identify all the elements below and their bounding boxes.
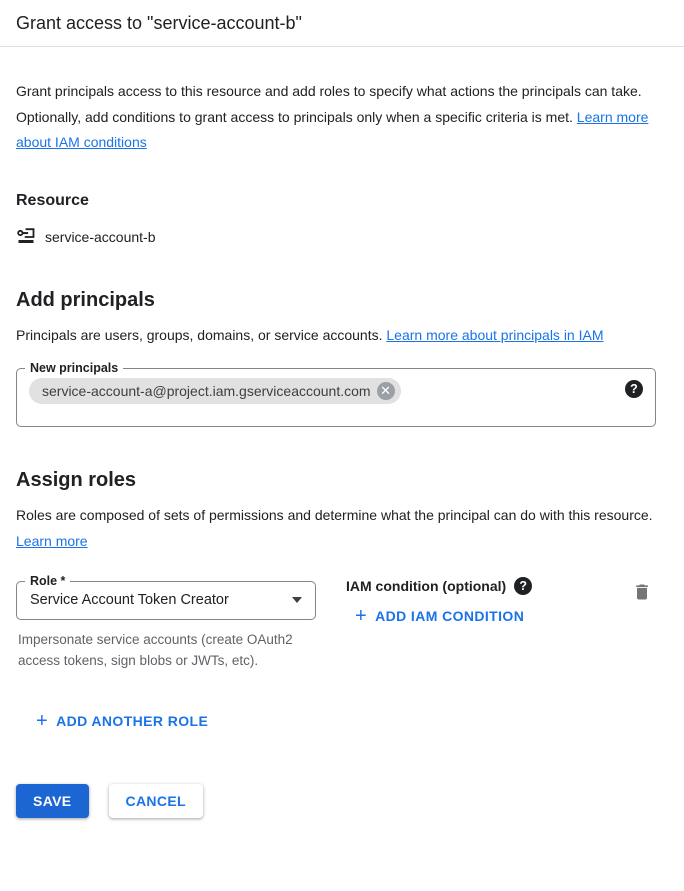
trash-icon — [632, 590, 652, 605]
add-iam-condition-label: ADD IAM CONDITION — [375, 608, 525, 624]
dialog-title: Grant access to "service-account-b" — [16, 13, 302, 33]
service-account-icon — [16, 227, 36, 247]
role-assignment-row — [16, 574, 668, 671]
dialog-body — [0, 79, 684, 835]
principals-iam-link[interactable]: Learn more about principals in IAM — [386, 326, 604, 343]
iam-condition-label: IAM condition (optional) — [346, 578, 507, 594]
resource-heading: Resource — [16, 191, 89, 209]
intro-text: Grant principals access to this resource and add roles to specify what actions the principals can take. Optionally, add conditions to grant access to principals only when a specific criteria is met. — [16, 83, 642, 125]
role-column — [16, 574, 316, 671]
assign-roles-text: Roles are composed of sets of permissions and determine what the principal can do with this resource. — [16, 507, 653, 523]
assign-roles-description — [16, 503, 668, 554]
resource-row — [16, 227, 668, 247]
add-principals-heading: Add principals — [16, 288, 155, 311]
chevron-down-icon — [292, 597, 302, 603]
role-helper-text: Impersonate service accounts (create OAuth2 access tokens, sign blobs or JWTs, etc). — [18, 632, 293, 668]
add-iam-condition-button[interactable] — [355, 605, 525, 627]
save-button[interactable]: SAVE — [16, 784, 89, 818]
role-selected-value: Service Account Token Creator — [30, 592, 229, 608]
iam-conditions-link[interactable]: Learn more about IAM conditions — [16, 108, 649, 150]
iam-condition-help-icon[interactable]: ? — [514, 577, 532, 595]
dialog-header — [0, 0, 684, 47]
plus-icon: + — [355, 605, 368, 627]
new-principals-label: New principals — [30, 361, 119, 375]
principals-help-icon[interactable]: ? — [625, 380, 643, 398]
dialog-actions — [16, 784, 668, 835]
role-label: Role * — [30, 574, 66, 588]
resource-name: service-account-b — [45, 228, 156, 245]
delete-role-button[interactable] — [630, 580, 654, 607]
principal-chip — [29, 378, 401, 404]
add-principals-description — [16, 323, 668, 349]
principal-chip-text: service-account-a@project.iam.gserviceaccount.com — [42, 383, 371, 399]
chip-remove-icon[interactable]: ✕ — [377, 382, 395, 400]
add-principals-text: Principals are users, groups, domains, or service accounts. — [16, 326, 387, 343]
intro-paragraph — [16, 79, 668, 156]
role-select[interactable] — [16, 574, 316, 620]
roles-learn-more-link[interactable]: Learn more — [16, 532, 88, 549]
assign-roles-heading: Assign roles — [16, 469, 137, 491]
add-another-role-label: ADD ANOTHER ROLE — [56, 713, 209, 729]
iam-condition-column — [346, 574, 630, 627]
cancel-button[interactable]: CANCEL — [109, 784, 203, 818]
add-another-role-button[interactable] — [36, 710, 209, 732]
plus-icon: + — [36, 710, 49, 732]
new-principals-field[interactable] — [16, 361, 656, 427]
